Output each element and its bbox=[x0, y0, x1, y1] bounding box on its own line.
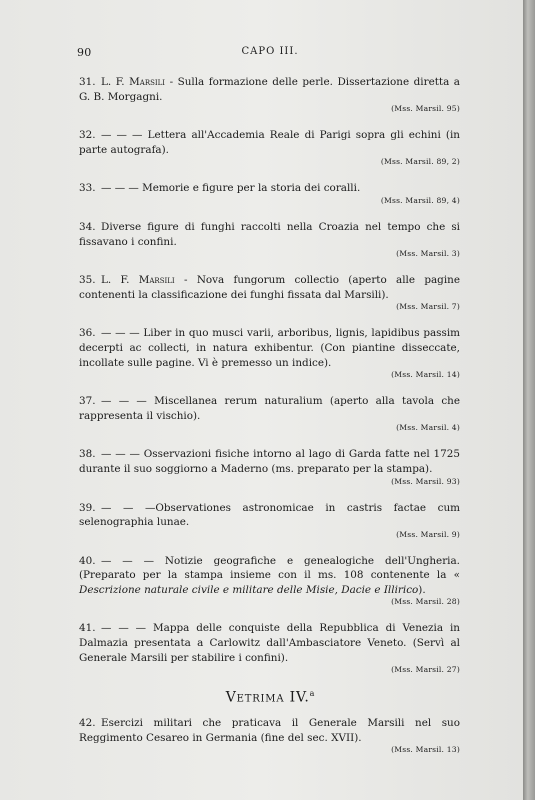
entry-number: 36. bbox=[79, 327, 96, 340]
catalogue-entry-32 bbox=[79, 128, 462, 167]
catalogue-entry-37 bbox=[79, 394, 462, 433]
entry-dash: — — — bbox=[101, 554, 154, 567]
entry-number: 42. bbox=[79, 716, 96, 729]
entry-source: (Mss. Marsil. 93) bbox=[391, 476, 460, 486]
entry-text: Miscellanea rerum naturalium (aperto alla tavola che rappresenta il vischio). bbox=[79, 395, 460, 422]
entry-number: 34. bbox=[79, 220, 96, 233]
catalogue-entry-39 bbox=[79, 501, 462, 540]
entry-source: (Mss. Marsil. 27) bbox=[391, 665, 460, 675]
entry-source: (Mss. Marsil. 4) bbox=[396, 423, 460, 433]
entry-text: Lettera all'Accademia Reale di Parigi sopra gli echini (in parte autografa). bbox=[79, 129, 460, 156]
entry-text: Esercizi militari che praticava il Generale Marsili nel suo Reggimento Cesareo in Germania (fine del sec. XVII). bbox=[79, 716, 460, 744]
entry-number: 35. bbox=[79, 274, 96, 287]
catalogue-entry-41 bbox=[79, 621, 462, 675]
entry-text-after: ). bbox=[418, 583, 426, 596]
entry-dash: — — — bbox=[101, 327, 140, 340]
entry-source: (Mss. Marsil. 89, 4) bbox=[380, 195, 460, 205]
entry-author: L. F. Marsili bbox=[101, 76, 166, 88]
entry-source: (Mss. Marsil. 3) bbox=[396, 249, 460, 259]
entry-dash: — — — bbox=[101, 448, 140, 461]
entry-number: 33. bbox=[79, 182, 96, 195]
entry-source: (Mss. Marsil. 89, 2) bbox=[380, 157, 460, 167]
entry-number: 32. bbox=[79, 129, 96, 142]
entry-text: - Nova fungorum collectio (aperto alle pagine contenenti la classificazione dei funghi fissata dal Marsili). bbox=[79, 274, 460, 301]
entry-text: Liber in quo musci varii, arboribus, lignis, lapidibus passim decerpti ac collecti, in natura exhibentur. (Con piantine disseccate, incollate sulle pagine. Vi è premesso un indice). bbox=[79, 327, 461, 369]
entry-dash: — — — bbox=[101, 501, 156, 514]
entry-number: 41. bbox=[79, 622, 96, 635]
entry-dash: — — — bbox=[101, 129, 143, 142]
entry-source: (Mss. Marsil. 9) bbox=[396, 529, 460, 539]
catalogue-entry-42 bbox=[79, 716, 462, 755]
catalogue-entry-38 bbox=[79, 447, 462, 486]
entry-number: 31. bbox=[79, 76, 96, 88]
entry-dash: — — — bbox=[101, 622, 147, 635]
entry-number: 38. bbox=[79, 448, 96, 461]
entry-source: (Mss. Marsil. 7) bbox=[396, 302, 460, 312]
catalogue-entry-33 bbox=[79, 181, 462, 206]
entry-source: (Mss. Marsil. 28) bbox=[391, 597, 460, 607]
entry-number: 40. bbox=[79, 554, 96, 567]
entry-text: Mappa delle conquiste della Repubblica di Venezia in Dalmazia presentata a Carlowitz dall'Ambasciatore Veneto. (Servì al Generale Marsili per stabilire i confini). bbox=[79, 622, 460, 664]
section-title: Vetrima IV. bbox=[225, 689, 310, 706]
catalogue-list bbox=[79, 75, 462, 755]
entry-text: Memorie e figure per la storia dei coralli. bbox=[138, 182, 361, 195]
entry-author: L. F. Marsili bbox=[101, 274, 175, 287]
entry-text: - Sulla formazione delle perle. Dissertazione diretta a G. B. Morgagni. bbox=[79, 76, 461, 103]
section-heading bbox=[79, 689, 462, 706]
page-edge bbox=[523, 0, 535, 800]
entry-number: 39. bbox=[79, 501, 96, 514]
catalogue-entry-31 bbox=[79, 75, 462, 114]
running-title: CAPO III. bbox=[241, 46, 299, 57]
entry-dash: — — — bbox=[101, 395, 147, 408]
entry-text: Osservazioni fisiche intorno al lago di Garda fatte nel 1725 durante il suo soggiorno a Maderno (ms. preparato per la stampa). bbox=[79, 448, 460, 475]
entry-source: (Mss. Marsil. 14) bbox=[391, 370, 460, 380]
entry-text: Observationes astronomicae in castris factae cum selenographia lunae. bbox=[79, 501, 460, 529]
entry-source: (Mss. Marsil. 13) bbox=[391, 745, 460, 755]
page-number: 90 bbox=[77, 46, 92, 59]
section-title-sup: a bbox=[309, 689, 316, 699]
catalogue-entry-36 bbox=[79, 326, 462, 380]
entry-dash: — — — bbox=[101, 182, 139, 195]
entry-italic-title: Descrizione naturale civile e militare delle Misie, Dacie e Illirico bbox=[79, 583, 419, 596]
catalogue-entry-35 bbox=[79, 273, 462, 312]
entry-text: Notizie geografiche e genealogiche dell'Ungheria. (Preparato per la stampa insieme con il ms. 108 contenente la « bbox=[79, 554, 460, 582]
entry-source: (Mss. Marsil. 95) bbox=[391, 104, 460, 114]
catalogue-entry-34 bbox=[79, 220, 462, 259]
entry-text: Diverse figure di funghi raccolti nella Croazia nel tempo che si fissavano i confini. bbox=[79, 220, 460, 248]
catalogue-entry-40 bbox=[79, 554, 462, 608]
entry-number: 37. bbox=[79, 395, 96, 408]
